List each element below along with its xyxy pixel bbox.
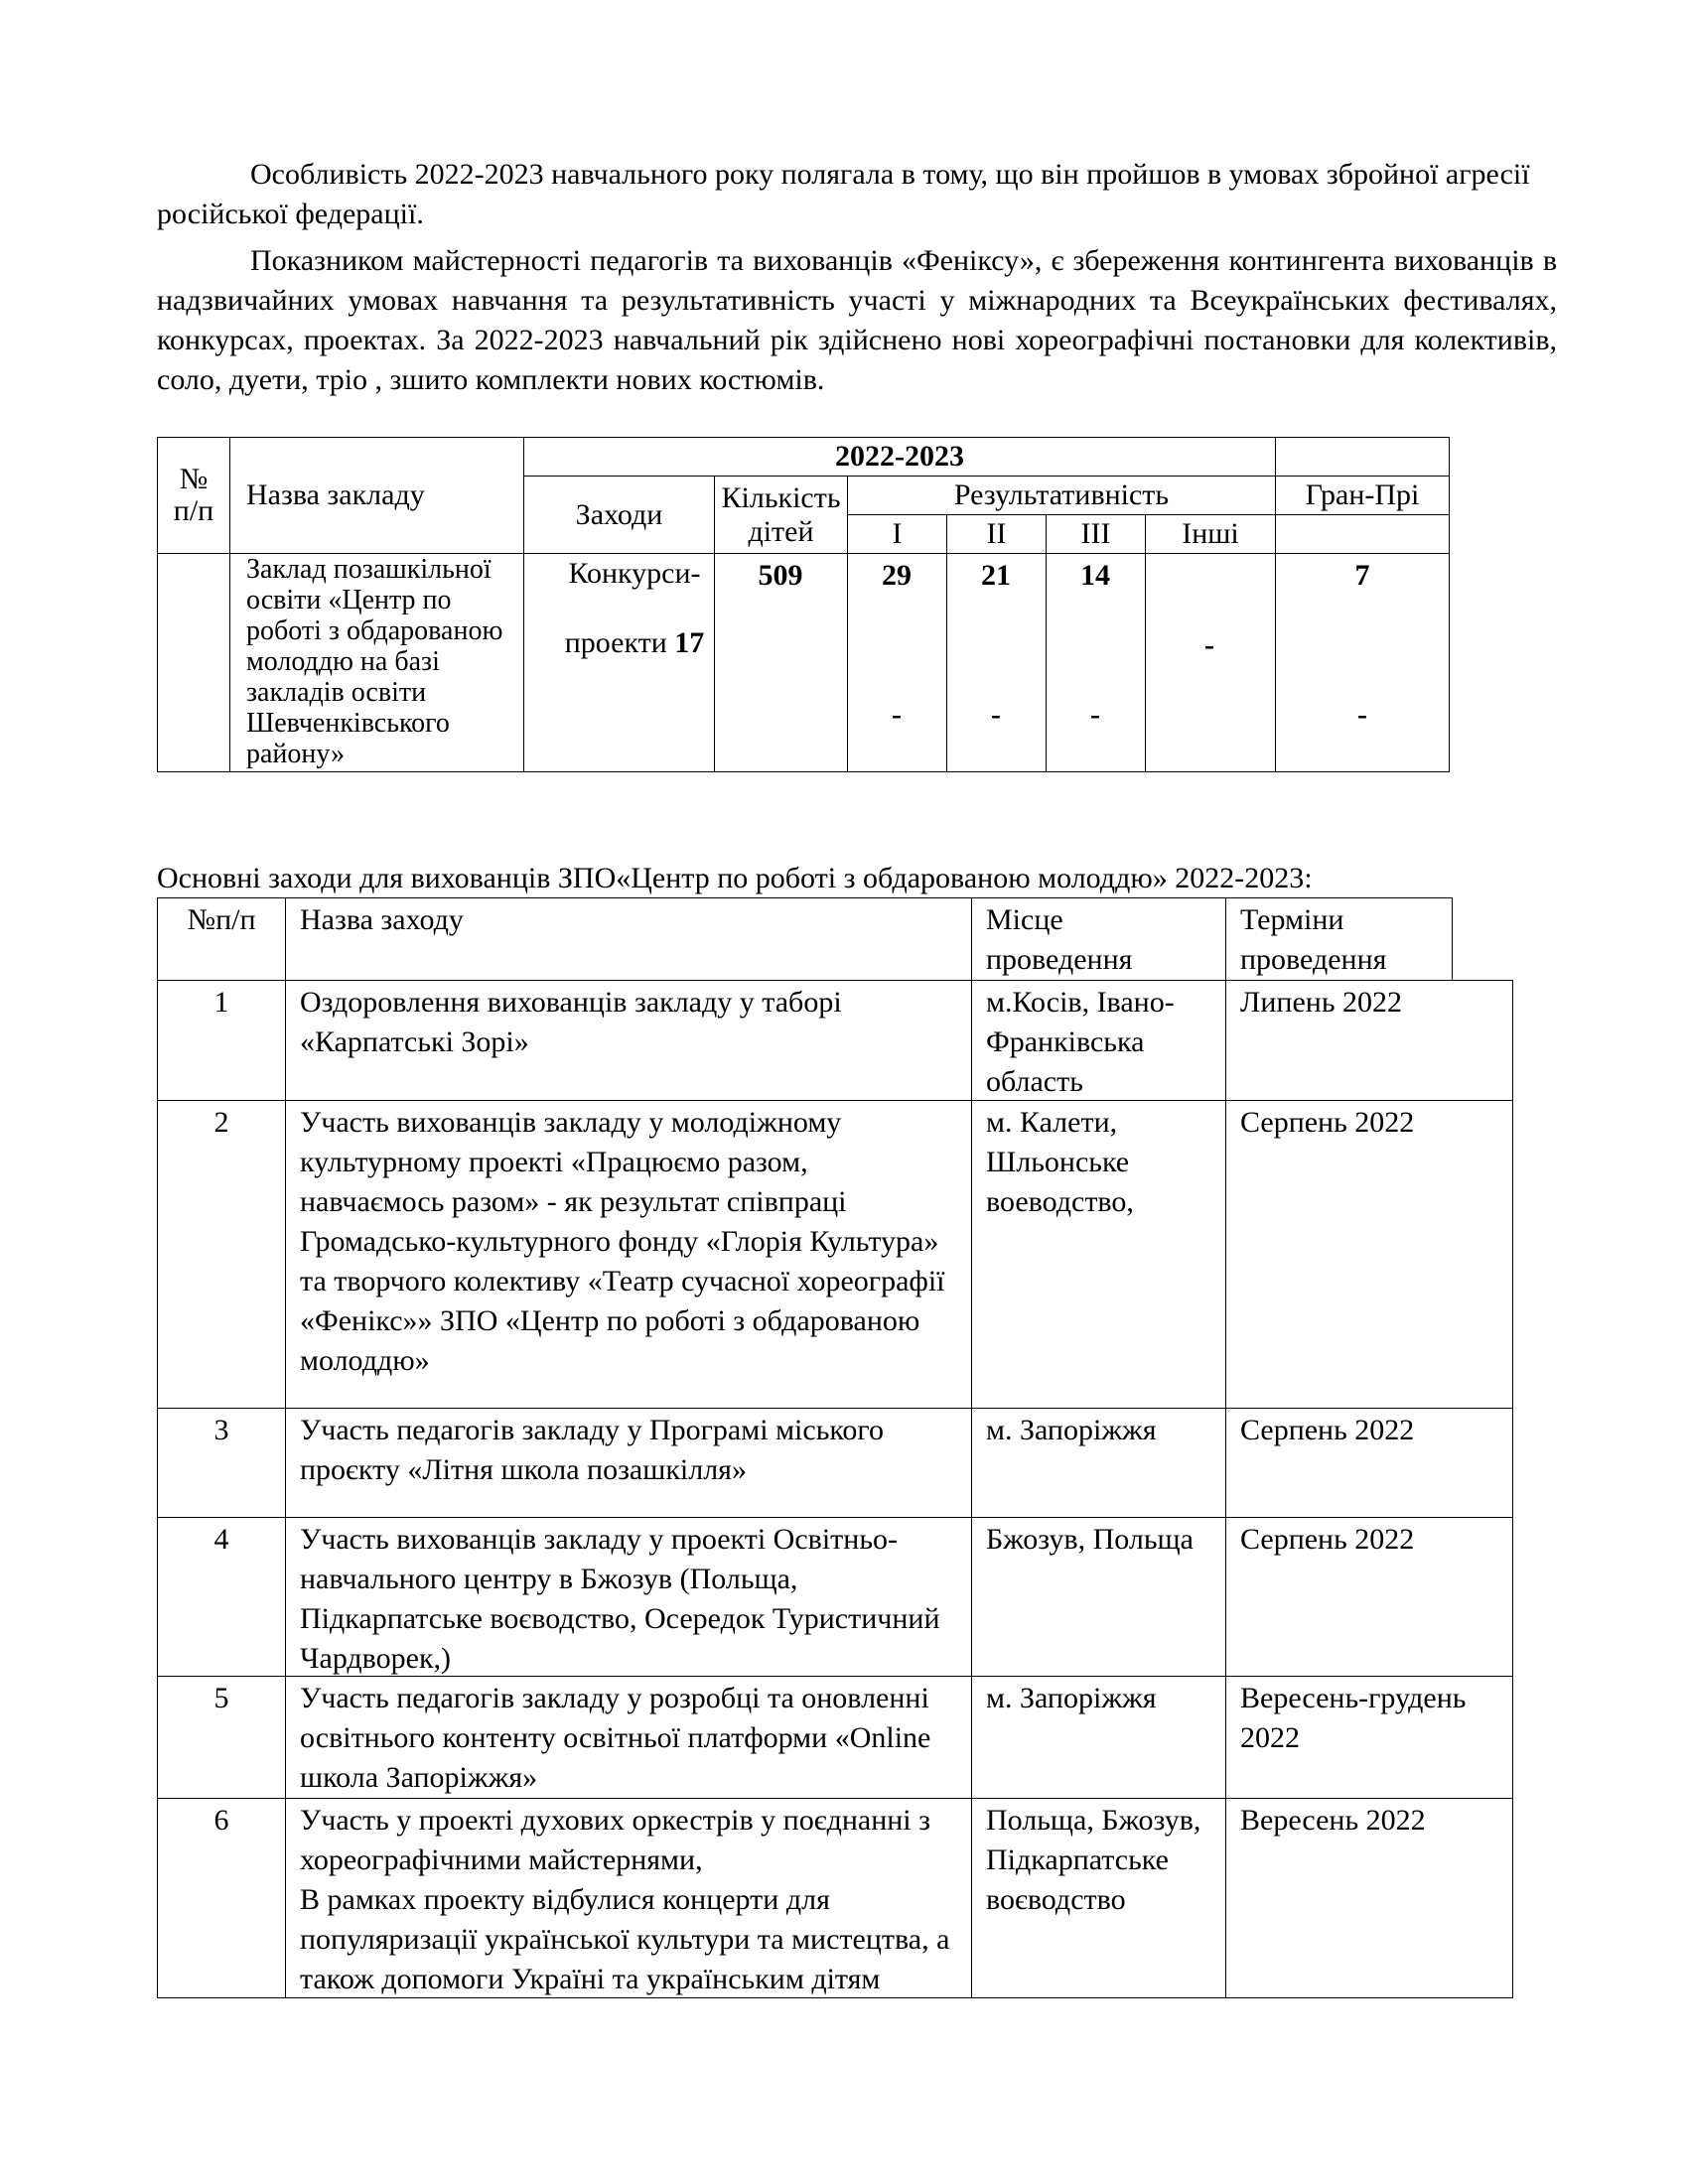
table-row-event: Участь вихованців закладу у молодіжному культурному проекті «Працюємо разом, навчаємось разом» - як результат співпраці Громадсько-культурного фонду «Глорія Культура» та творчого колективу «Театр сучасної хореографії «Фенікс»» ЗПО «Центр по роботі з обдарованою молоддю» — [285, 1100, 972, 1409]
table-row-number: 6 — [157, 1798, 286, 1998]
table-row-location: м. Запоріжжя — [971, 1676, 1226, 1799]
table-row-location: Польща, Бжозув, Підкарпатське воєводство — [971, 1798, 1226, 1998]
col-number-header: № п/п — [157, 437, 230, 554]
col-dates-header: Терміни проведення — [1225, 897, 1453, 981]
table-row-event: Участь педагогів закладу у Програмі міського проєкту «Літня школа позашкілля» — [285, 1408, 972, 1518]
col-other-header: Інші — [1145, 514, 1276, 554]
table-row-event: Участь у проекті духових оркестрів у поєднанні з хореографічними майстернями, В рамках проекту відбулися концерти для популяризації української культури та мистецтва, а також допомоги Україні та українським дітям — [285, 1798, 972, 1998]
table-row-number: 5 — [157, 1676, 286, 1799]
table-row-dates: Вересень-грудень 2022 — [1225, 1676, 1513, 1799]
col-place1-header: І — [847, 514, 947, 554]
summary-paragraph: Показником майстерності педагогів та вихованців «Феніксу», є збереження контингента вихованців в надзвичайних умовах навчання та результативність участі у міжнародних та Всеукраїнських фестивалях, конкурсах, проектах. За 2022-2023 навчальний рік здійснено нові хореографічні постановки для колективів, соло, дуети, тріо , зшито комплекти нових костюмів. — [157, 244, 1557, 396]
events-table-caption: Основні заходи для вихованців ЗПО«Центр по роботі з обдарованою молоддю» 2022-2023: — [157, 862, 1313, 894]
year-header: 2022-2023 — [523, 437, 1276, 477]
place1-dash: - — [892, 698, 902, 731]
row-number-cell — [157, 553, 230, 772]
col-place2-header: ІІ — [946, 514, 1047, 554]
intro-paragraph: Особливість 2022-2023 навчального року полягала в тому, що він пройшов в умовах збройної агресії російської федерації. — [157, 158, 1530, 230]
col-results-header: Результативність — [847, 476, 1276, 515]
table-row-dates: Серпень 2022 — [1225, 1517, 1513, 1677]
col-location-header: Місце проведення — [971, 897, 1226, 981]
year-blank-header — [1275, 437, 1450, 477]
institution-name: Заклад позашкільної освіти «Центр по роботі з обдарованою молоддю на базі закладів освіти Шевченківського району» — [246, 554, 503, 769]
table-row-dates: Серпень 2022 — [1225, 1408, 1513, 1518]
table-row-location: Бжозув, Польща — [971, 1517, 1226, 1677]
events-line-2: проекти 17 — [564, 626, 705, 659]
place3-dash: - — [1090, 698, 1100, 731]
place2-count: 21 — [981, 559, 1011, 592]
children-count: 509 — [758, 559, 803, 592]
table-row-number: 2 — [157, 1100, 286, 1409]
col-event-name-header: Назва заходу — [285, 897, 972, 981]
place2-dash: - — [991, 698, 1001, 731]
table-row-event: Участь педагогів закладу у розробці та оновленні освітнього контенту освітньої платформи «Online школа Запоріжжя» — [285, 1676, 972, 1799]
table-row-number: 4 — [157, 1517, 286, 1677]
other-value: - — [1204, 628, 1214, 661]
table-row-dates: Серпень 2022 — [1225, 1100, 1513, 1409]
table-row-number: 1 — [157, 980, 286, 1101]
grand-prix-count: 7 — [1354, 559, 1370, 592]
col-grand-prix-sub-header — [1275, 514, 1450, 554]
table-row-location: м.Косів, Івано-Франківська область — [971, 980, 1226, 1101]
col-number-header: №п/п — [157, 897, 286, 981]
table-row-location: м. Запоріжжя — [971, 1408, 1226, 1518]
place3-count: 14 — [1080, 559, 1110, 592]
table-row-event: Оздоровлення вихованців закладу у таборі «Карпатські Зорі» — [285, 980, 972, 1101]
grand-prix-dash: - — [1357, 698, 1367, 731]
col-children-header: Кількість дітей — [714, 476, 848, 554]
col-place3-header: ІІІ — [1046, 514, 1146, 554]
col-name-header: Назва закладу — [229, 437, 524, 554]
events-line-1: Конкурси- — [568, 557, 701, 590]
table-row-event: Участь вихованців закладу у проекті Освітньо-навчального центру в Бжозув (Польща, Підкарпатське воєводство, Осередок Туристичний Чардворек,) — [285, 1517, 972, 1677]
table-row-dates: Вересень 2022 — [1225, 1798, 1513, 1998]
place1-count: 29 — [882, 559, 912, 592]
table-row-location: м. Калети, Шльонське воеводство, — [971, 1100, 1226, 1409]
col-events-header: Заходи — [523, 476, 715, 554]
table-row-dates: Липень 2022 — [1225, 980, 1513, 1101]
col-grand-prix-header: Гран-Прі — [1275, 476, 1450, 515]
table-row-number: 3 — [157, 1408, 286, 1518]
